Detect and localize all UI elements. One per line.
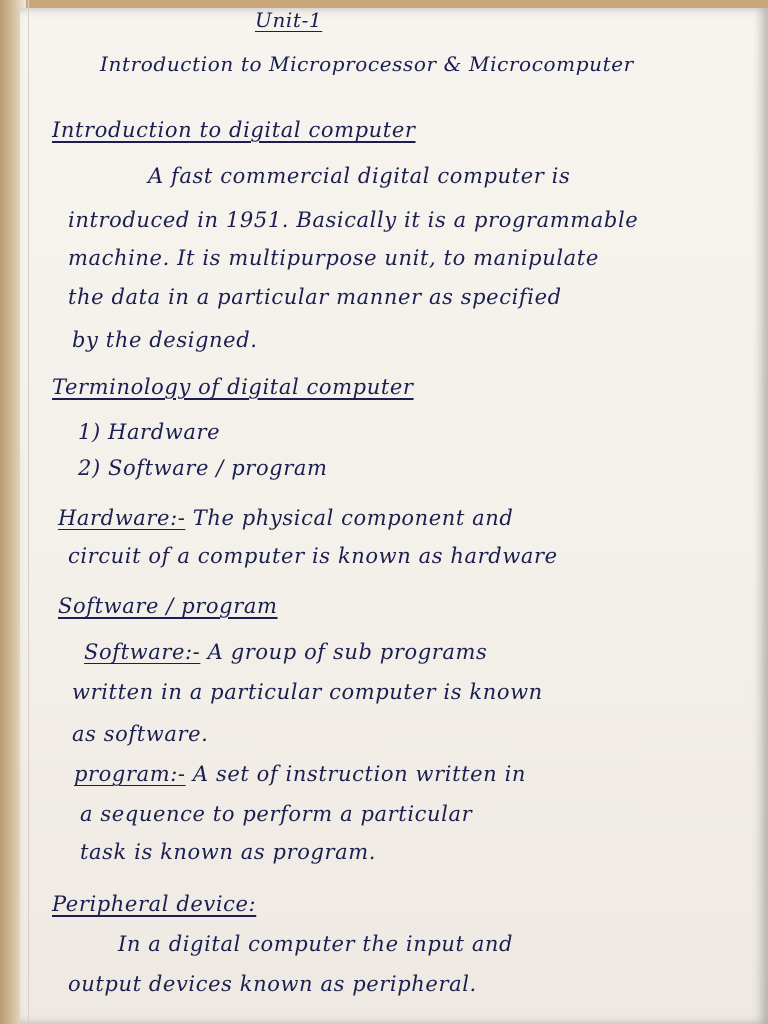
list-item: 2) Software / program	[78, 456, 328, 480]
section-heading-peripheral: Peripheral device:	[52, 892, 257, 916]
section-heading-terminology: Terminology of digital computer	[52, 375, 414, 399]
page-margin-line	[28, 0, 29, 1024]
hardware-definition-line-1	[58, 506, 513, 530]
text-line: In a digital computer the input and	[118, 932, 514, 956]
text-line: a sequence to perform a particular	[80, 802, 473, 826]
text-line: machine. It is multipurpose unit, to manipulate	[68, 246, 599, 270]
text-line: by the designed.	[72, 328, 258, 352]
page-title: Introduction to Microprocessor & Microcomputer	[100, 52, 634, 76]
text-line: the data in a particular manner as specified	[68, 285, 562, 309]
software-label: Software:-	[84, 640, 201, 664]
program-definition-line-1	[74, 762, 526, 786]
text-line: task is known as program.	[80, 840, 377, 864]
software-text: A group of sub programs	[207, 640, 488, 664]
text-line: as software.	[72, 722, 209, 746]
hardware-label: Hardware:-	[58, 506, 186, 530]
software-definition-line-1	[84, 640, 487, 664]
hardware-text: The physical component and	[192, 506, 514, 530]
text-line: A fast commercial digital computer is	[148, 164, 571, 188]
text-line: introduced in 1951. Basically it is a programmable	[68, 208, 639, 232]
program-label: program:-	[74, 762, 186, 786]
section-heading-software: Software / program	[58, 594, 278, 618]
program-text: A set of instruction written in	[192, 762, 527, 786]
section-heading-digital-computer: Introduction to digital computer	[52, 118, 416, 142]
text-line: written in a particular computer is known	[72, 680, 543, 704]
list-item: 1) Hardware	[78, 420, 221, 444]
unit-heading: Unit-1	[255, 8, 323, 32]
hardware-definition-line-2: circuit of a computer is known as hardware	[68, 544, 558, 568]
text-line: output devices known as peripheral.	[68, 972, 477, 996]
